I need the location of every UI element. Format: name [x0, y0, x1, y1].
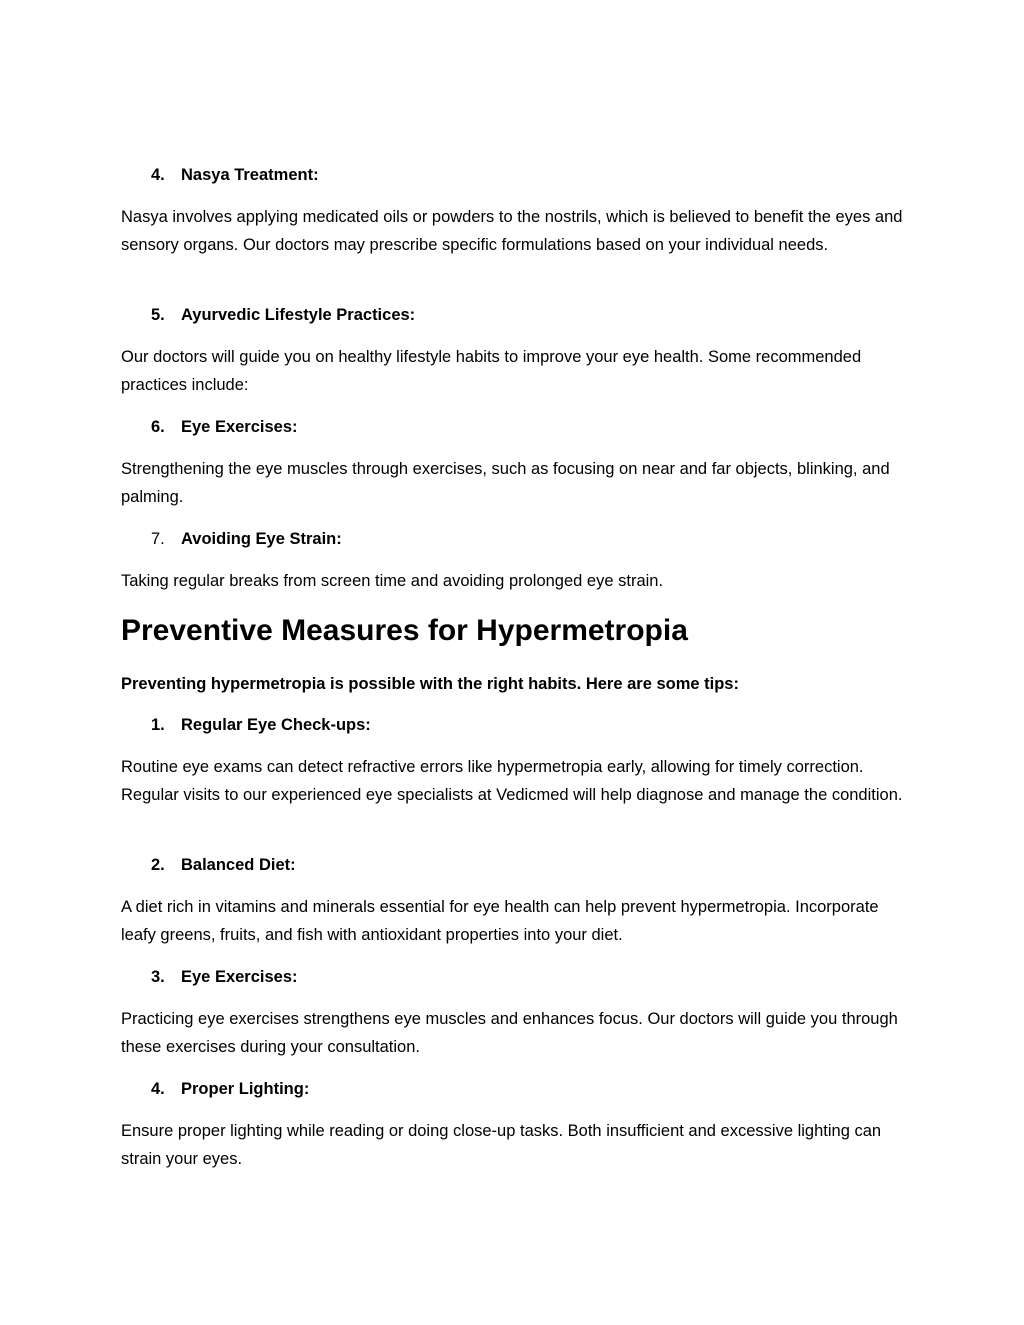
section-intro: Preventing hypermetropia is possible with the right habits. Here are some tips: — [121, 675, 739, 693]
treatment-heading-nasya — [151, 165, 319, 185]
list-number: 4. — [151, 166, 165, 184]
preventive-paragraph-checkups: Routine eye exams can detect refractive errors like hypermetropia early, allowing for timely correction. Regular visits to our experienced eye specialists at Vedicmed will help diagnose and manage the condition. — [121, 758, 903, 804]
treatment-heading-exercises — [151, 417, 298, 437]
treatment-paragraph-lifestyle: Our doctors will guide you on healthy lifestyle habits to improve your eye health. Some recommended practices include: — [121, 348, 862, 394]
preventive-paragraph-exercises: Practicing eye exercises strengthens eye muscles and enhances focus. Our doctors will guide you through these exercises during your consultation. — [121, 1010, 898, 1056]
section-heading: Preventive Measures for Hypermetropia — [121, 614, 688, 647]
preventive-heading-lighting — [151, 1079, 309, 1099]
list-number: 3. — [151, 968, 165, 986]
list-title: Proper Lighting: — [181, 1080, 310, 1098]
list-number: 6. — [151, 418, 165, 436]
list-title: Nasya Treatment: — [181, 166, 319, 184]
treatment-paragraph-nasya: Nasya involves applying medicated oils or powders to the nostrils, which is believed to benefit the eyes and sensory organs. Our doctors may prescribe specific formulations based on your individual needs. — [121, 208, 903, 254]
list-title: Balanced Diet: — [181, 856, 296, 874]
preventive-heading-checkups — [151, 715, 371, 735]
treatment-heading-lifestyle — [151, 305, 415, 325]
list-title: Eye Exercises: — [181, 418, 298, 436]
preventive-heading-diet — [151, 855, 296, 875]
list-number: 7. — [151, 530, 165, 548]
list-number: 5. — [151, 306, 165, 324]
list-title: Ayurvedic Lifestyle Practices: — [181, 306, 416, 324]
list-number: 1. — [151, 716, 165, 734]
list-title: Regular Eye Check-ups: — [181, 716, 371, 734]
list-title: Avoiding Eye Strain: — [181, 530, 342, 548]
preventive-heading-exercises — [151, 967, 298, 987]
list-number: 2. — [151, 856, 165, 874]
preventive-paragraph-diet: A diet rich in vitamins and minerals essential for eye health can help prevent hypermetropia. Incorporate leafy greens, fruits, and fish with antioxidant properties into your diet. — [121, 898, 879, 944]
treatment-paragraph-eye-strain: Taking regular breaks from screen time and avoiding prolonged eye strain. — [121, 572, 664, 590]
treatment-heading-eye-strain — [151, 529, 342, 549]
treatment-paragraph-exercises: Strengthening the eye muscles through exercises, such as focusing on near and far objects, blinking, and palming. — [121, 460, 890, 506]
list-title: Eye Exercises: — [181, 968, 298, 986]
list-number: 4. — [151, 1080, 165, 1098]
preventive-paragraph-lighting: Ensure proper lighting while reading or doing close-up tasks. Both insufficient and excessive lighting can strain your eyes. — [121, 1122, 882, 1168]
